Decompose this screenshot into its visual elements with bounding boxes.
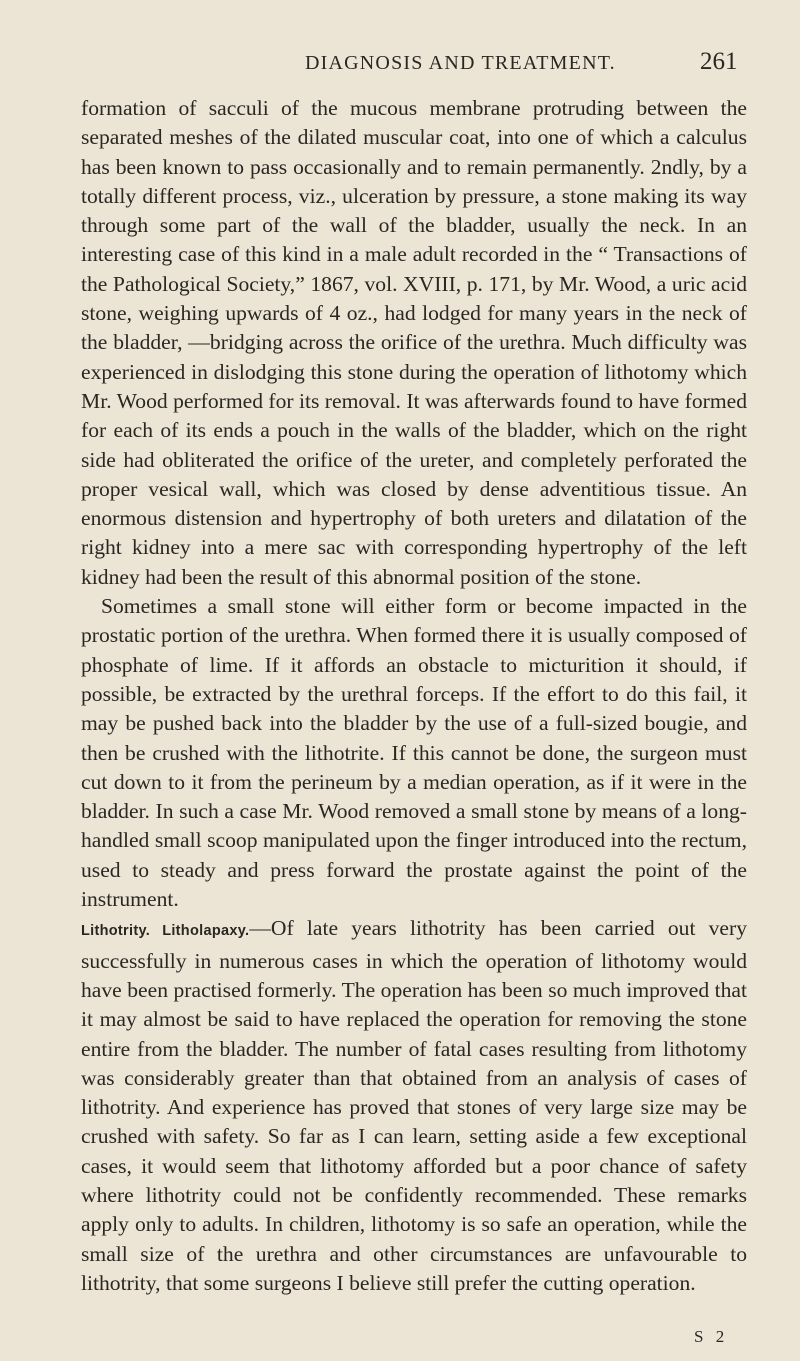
sidehead-lithotrity: Lithotrity. Litholapaxy. <box>81 923 250 940</box>
paragraph-lithotrity-text: —Of late years lithotrity has been carried out very successfully in numerous cases in which the operation of lithotomy would have been practised formerly. The operation has been so much improved that it may almost be said to have replaced the operation for removing the stone entire from the bladder. The number of fatal cases resulting from lithotomy was considerably greater than that obtained from an analysis of cases of lithotrity. And experience has proved that stones of very large size may be crushed with safety. So far as I can learn, setting aside a few exceptional cases, it would seem that lithotomy afforded but a poor chance of safety where lithotrity could not be confidently recommended. These remarks apply only to adults. In children, lithotomy is so safe an operation, while the small size of the urethra and other circumstances are unfavourable to lithotrity, that some surgeons I believe still prefer the cutting operation. <box>81 916 748 1295</box>
paragraph-sacculi: formation of sacculi of the mucous membrane protruding between the separated meshes of the dilated muscular coat, into one of which a calculus has been known to pass occasionally and to remain permanently. 2ndly, by a totally different process, viz., ulceration by pressure, a stone making its way through some part of the wall of the bladder, usually the neck. In an interesting case of this kind in a male adult recorded in the “ Transactions of the Pathological Society,” 1867, vol. XVIII, p. 171, by Mr. Wood, a uric acid stone, weighing upwards of 4 oz., had lodged for many years in the neck of the bladder, —bridging across the orifice of the urethra. Much difficulty was experienced in dislodging this stone during the operation of lithotomy which Mr. Wood performed for its removal. It was afterwards found to have formed for each of its ends a pouch in the walls of the bladder, which on the right side had obliterated the orifice of the ureter, and completely perforated the proper vesical wall, which was closed by dense adventitious tissue. An enormous distension and hypertrophy of both ureters and dilatation of the right kidney into a mere sac with corresponding hypertrophy of the left kidney had been the result of this abnormal position of the stone. <box>81 96 747 589</box>
page-number: 261 <box>700 48 738 75</box>
paragraph-lithotrity <box>81 914 747 1298</box>
paragraph-prostatic-stone: Sometimes a small stone will either form or become impacted in the prostatic portion of the urethra. When formed there it is usually composed of phosphate of lime. If it affords an obstacle to micturition it should, if possible, be extracted by the urethral forceps. If the effort to do this fail, it may be pushed back into the bladder by the use of a full-sized bougie, and then be crushed with the lithotrite. If this cannot be done, the surgeon must cut down to it from the perineum by a median operation, as if it were in the bladder. In such a case Mr. Wood removed a small stone by means of a long-handled small scoop manipulated upon the finger introduced into the rectum, used to steady and press forward the prostate against the point of the instrument. <box>81 594 747 912</box>
body-text <box>81 94 747 1298</box>
running-head <box>0 50 800 86</box>
running-title: DIAGNOSIS AND TREATMENT. <box>305 52 616 74</box>
signature-mark: S 2 <box>694 1327 729 1346</box>
